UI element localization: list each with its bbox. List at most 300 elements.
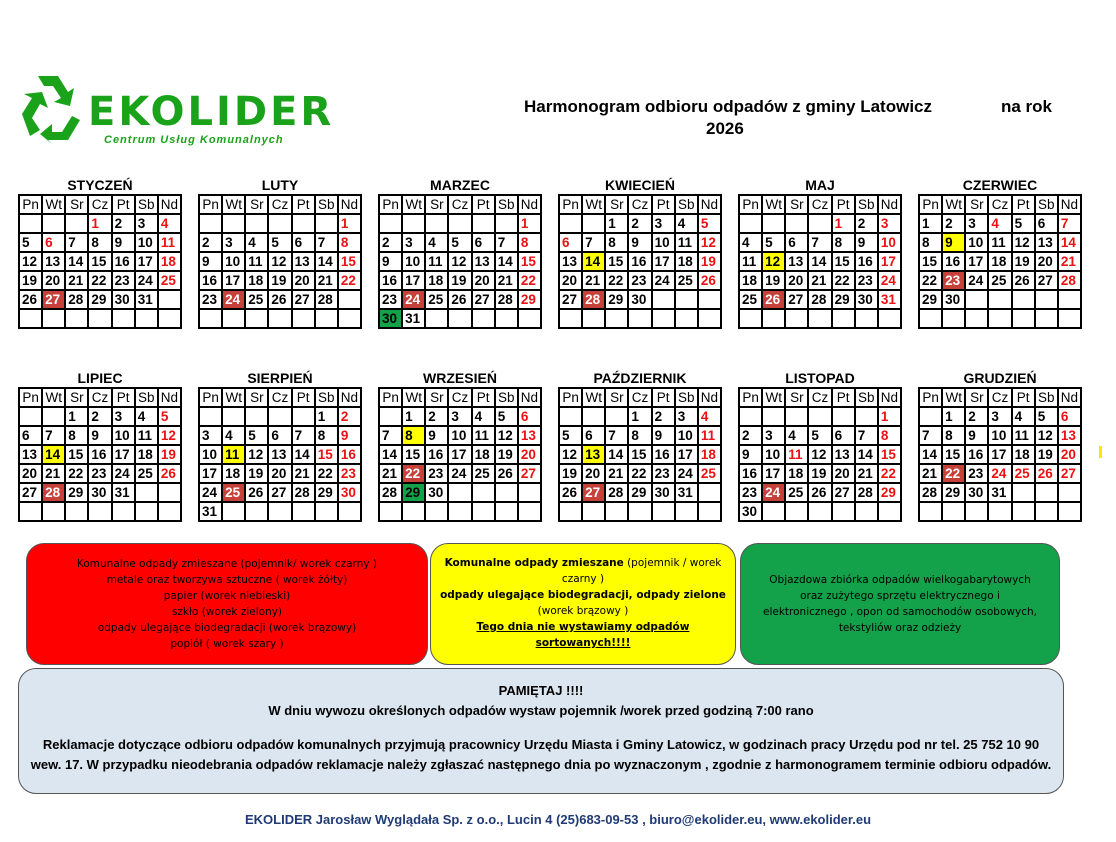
week-row <box>919 214 1081 233</box>
recycle-icon <box>18 74 84 144</box>
weekday-header: Pn <box>739 195 762 214</box>
week-row <box>379 271 541 290</box>
empty-cell <box>1058 290 1081 309</box>
logo-subtitle: Centrum Usług Komunalnych <box>104 134 284 146</box>
empty-cell <box>1012 309 1035 328</box>
day-cell: 18 <box>245 271 268 290</box>
day-cell: 19 <box>245 464 268 483</box>
weekday-header: Pn <box>919 195 942 214</box>
day-cell: 16 <box>425 445 448 464</box>
week-row <box>919 502 1081 521</box>
empty-cell <box>582 407 605 426</box>
day-cell: 8 <box>315 426 338 445</box>
month-10 <box>558 369 722 522</box>
day-cell: 2 <box>379 233 402 252</box>
day-cell: 10 <box>988 426 1011 445</box>
day-cell: 29 <box>832 290 855 309</box>
week-row <box>379 233 541 252</box>
day-cell: 25 <box>222 483 245 502</box>
empty-cell <box>942 502 965 521</box>
day-cell: 11 <box>1012 426 1035 445</box>
day-cell: 10 <box>675 426 698 445</box>
day-cell: 3 <box>402 233 425 252</box>
day-cell: 27 <box>1058 464 1081 483</box>
empty-cell <box>425 502 448 521</box>
day-cell: 18 <box>222 464 245 483</box>
empty-cell <box>315 214 338 233</box>
day-cell: 16 <box>112 252 135 271</box>
weekday-header: Cz <box>628 388 651 407</box>
day-cell: 14 <box>42 445 65 464</box>
weekday-header: Nd <box>1058 195 1081 214</box>
empty-cell <box>245 407 268 426</box>
day-cell: 4 <box>675 214 698 233</box>
day-cell: 23 <box>855 271 878 290</box>
day-cell: 2 <box>739 426 762 445</box>
day-cell: 20 <box>268 464 291 483</box>
day-cell: 19 <box>448 271 471 290</box>
day-cell: 25 <box>472 464 495 483</box>
day-cell: 9 <box>338 426 361 445</box>
empty-cell <box>919 309 942 328</box>
day-cell: 6 <box>1035 214 1058 233</box>
day-cell: 11 <box>222 445 245 464</box>
empty-cell <box>652 502 675 521</box>
empty-cell <box>698 502 721 521</box>
empty-cell <box>878 309 901 328</box>
week-row <box>559 271 721 290</box>
day-cell: 11 <box>158 233 181 252</box>
day-cell: 25 <box>675 271 698 290</box>
day-cell: 27 <box>472 290 495 309</box>
empty-cell <box>855 502 878 521</box>
day-cell: 22 <box>315 464 338 483</box>
day-cell: 25 <box>988 271 1011 290</box>
empty-cell <box>199 214 222 233</box>
logo-wordmark: EKOLIDER <box>88 89 335 135</box>
empty-cell <box>762 407 785 426</box>
day-cell: 23 <box>112 271 135 290</box>
empty-cell <box>448 502 471 521</box>
day-cell: 15 <box>518 252 541 271</box>
day-cell: 4 <box>785 426 808 445</box>
weekday-header: Wt <box>942 195 965 214</box>
day-cell: 9 <box>199 252 222 271</box>
day-cell: 1 <box>402 407 425 426</box>
weekday-header: Cz <box>448 195 471 214</box>
day-cell: 19 <box>268 271 291 290</box>
day-cell: 23 <box>338 464 361 483</box>
weekday-header: Pt <box>1012 388 1035 407</box>
notice-box <box>18 668 1064 794</box>
month-table <box>378 387 542 522</box>
weekday-header: Pt <box>292 195 315 214</box>
empty-cell <box>88 502 111 521</box>
day-cell: 7 <box>855 426 878 445</box>
week-row <box>739 252 901 271</box>
week-row <box>19 426 181 445</box>
weekday-header: Pn <box>559 388 582 407</box>
legend-yellow-l4: (worek brązowy ) <box>537 605 629 617</box>
day-cell: 9 <box>425 426 448 445</box>
day-cell: 24 <box>222 290 245 309</box>
month-table <box>918 387 1082 522</box>
week-row <box>199 502 361 521</box>
day-cell: 20 <box>518 445 541 464</box>
weekday-header: Cz <box>268 388 291 407</box>
day-cell: 20 <box>472 271 495 290</box>
empty-cell <box>42 502 65 521</box>
day-cell: 1 <box>628 407 651 426</box>
day-cell: 22 <box>878 464 901 483</box>
day-cell: 19 <box>495 445 518 464</box>
day-cell: 25 <box>739 290 762 309</box>
week-row <box>379 464 541 483</box>
day-cell: 11 <box>245 252 268 271</box>
day-cell: 22 <box>605 271 628 290</box>
day-cell: 12 <box>19 252 42 271</box>
week-row <box>199 309 361 328</box>
day-cell: 14 <box>808 252 831 271</box>
week-row <box>559 407 721 426</box>
day-cell: 12 <box>1035 426 1058 445</box>
empty-cell <box>88 309 111 328</box>
day-cell: 25 <box>425 290 448 309</box>
empty-cell <box>65 214 88 233</box>
day-cell: 7 <box>495 233 518 252</box>
day-cell: 15 <box>942 445 965 464</box>
weekday-header: Pt <box>652 388 675 407</box>
empty-cell <box>42 214 65 233</box>
day-cell: 24 <box>652 271 675 290</box>
day-cell: 10 <box>135 233 158 252</box>
empty-cell <box>698 309 721 328</box>
day-cell: 16 <box>628 252 651 271</box>
day-cell: 16 <box>855 252 878 271</box>
weekday-header: Wt <box>762 195 785 214</box>
day-cell: 22 <box>919 271 942 290</box>
day-cell: 9 <box>379 252 402 271</box>
empty-cell <box>832 309 855 328</box>
footer-contact: EKOLIDER Jarosław Wyglądała Sp. z o.o., Lucin 4 (25)683-09-53 , biuro@ekolider.eu, www.ekolider.eu <box>244 812 872 827</box>
day-cell: 1 <box>315 407 338 426</box>
weekday-header: Nd <box>698 388 721 407</box>
empty-cell <box>135 502 158 521</box>
day-cell: 15 <box>919 252 942 271</box>
week-row <box>739 407 901 426</box>
weekday-header: Nd <box>338 388 361 407</box>
day-cell: 16 <box>652 445 675 464</box>
day-cell: 13 <box>559 252 582 271</box>
empty-cell <box>292 407 315 426</box>
day-cell: 30 <box>88 483 111 502</box>
day-cell: 29 <box>942 483 965 502</box>
day-cell: 14 <box>292 445 315 464</box>
day-cell: 2 <box>425 407 448 426</box>
day-cell: 26 <box>245 483 268 502</box>
day-cell: 4 <box>222 426 245 445</box>
weekday-header: Pt <box>112 195 135 214</box>
day-cell: 31 <box>402 309 425 328</box>
day-cell: 25 <box>135 464 158 483</box>
day-cell: 28 <box>919 483 942 502</box>
day-cell: 3 <box>199 426 222 445</box>
week-row <box>919 464 1081 483</box>
legend-yellow-l5: Tego dnia nie wystawiamy odpadów <box>476 621 690 633</box>
day-cell: 3 <box>762 426 785 445</box>
empty-cell <box>518 309 541 328</box>
day-cell: 25 <box>785 483 808 502</box>
day-cell: 18 <box>158 252 181 271</box>
empty-cell <box>628 309 651 328</box>
day-cell: 10 <box>965 233 988 252</box>
day-cell: 24 <box>762 483 785 502</box>
empty-cell <box>158 502 181 521</box>
day-cell: 23 <box>379 290 402 309</box>
empty-cell <box>739 309 762 328</box>
weekday-header: Cz <box>88 388 111 407</box>
day-cell: 5 <box>1012 214 1035 233</box>
day-cell: 15 <box>402 445 425 464</box>
week-row <box>919 290 1081 309</box>
day-cell: 21 <box>42 464 65 483</box>
day-cell: 29 <box>628 483 651 502</box>
empty-cell <box>628 502 651 521</box>
day-cell: 19 <box>158 445 181 464</box>
day-cell: 12 <box>808 445 831 464</box>
day-cell: 6 <box>832 426 855 445</box>
day-cell: 23 <box>965 464 988 483</box>
day-cell: 3 <box>988 407 1011 426</box>
day-cell: 26 <box>495 464 518 483</box>
empty-cell <box>19 214 42 233</box>
day-cell: 11 <box>675 233 698 252</box>
week-row <box>199 252 361 271</box>
weekday-header: Nd <box>878 195 901 214</box>
day-cell: 11 <box>425 252 448 271</box>
day-cell: 10 <box>448 426 471 445</box>
month-table <box>918 194 1082 329</box>
weekday-header: Sb <box>315 195 338 214</box>
legend-yellow-l6: sortowanych!!!! <box>535 637 631 649</box>
day-cell: 3 <box>965 214 988 233</box>
day-cell: 3 <box>112 407 135 426</box>
weekday-header: Pn <box>559 195 582 214</box>
day-cell: 6 <box>292 233 315 252</box>
day-cell: 13 <box>472 252 495 271</box>
day-cell: 27 <box>785 290 808 309</box>
day-cell: 12 <box>495 426 518 445</box>
weekday-header: Sb <box>675 388 698 407</box>
legend-red-box <box>26 543 428 665</box>
day-cell: 3 <box>222 233 245 252</box>
weekday-header: Cz <box>268 195 291 214</box>
month-table <box>738 387 902 522</box>
day-cell: 18 <box>988 252 1011 271</box>
legend-yellow-l3: odpady ulegające biodegradacji, odpady zielone <box>440 589 726 601</box>
day-cell: 5 <box>268 233 291 252</box>
day-cell: 12 <box>158 426 181 445</box>
day-cell: 18 <box>425 271 448 290</box>
notice-line-2: Reklamacje dotyczące odbioru odpadów komunalnych przyjmują pracownicy Urzędu Miasta i Gminy Latowicz, w godzinach pracy Urzędu pod nr tel. 25 752 10 90 <box>42 737 1040 752</box>
day-cell: 12 <box>559 445 582 464</box>
weekday-header: Wt <box>942 388 965 407</box>
day-cell: 23 <box>942 271 965 290</box>
day-cell: 21 <box>582 271 605 290</box>
day-cell: 16 <box>88 445 111 464</box>
month-12 <box>918 369 1082 522</box>
day-cell: 7 <box>919 426 942 445</box>
month-name: GRUDZIEŃ <box>963 370 1037 386</box>
day-cell: 22 <box>338 271 361 290</box>
day-cell: 29 <box>919 290 942 309</box>
day-cell: 12 <box>762 252 785 271</box>
notice-title: PAMIĘTAJ !!!! <box>498 683 584 698</box>
weekday-header: Cz <box>988 195 1011 214</box>
day-cell: 14 <box>605 445 628 464</box>
weekday-header: Cz <box>808 388 831 407</box>
empty-cell <box>652 290 675 309</box>
empty-cell <box>808 214 831 233</box>
empty-cell <box>559 502 582 521</box>
weekday-header: Pn <box>199 195 222 214</box>
day-cell: 4 <box>698 407 721 426</box>
day-cell: 13 <box>518 426 541 445</box>
day-cell: 20 <box>19 464 42 483</box>
day-cell: 20 <box>292 271 315 290</box>
empty-cell <box>1012 483 1035 502</box>
day-cell: 26 <box>448 290 471 309</box>
legend-red-line: odpady ulegające biodegradacji (worek brązowy) <box>97 622 357 634</box>
day-cell: 16 <box>965 445 988 464</box>
day-cell: 11 <box>472 426 495 445</box>
month-6 <box>918 176 1082 329</box>
month-name: LISTOPAD <box>785 370 855 386</box>
month-name: SIERPIEŃ <box>247 370 313 386</box>
day-cell: 21 <box>315 271 338 290</box>
week-row <box>379 252 541 271</box>
day-cell: 14 <box>919 445 942 464</box>
day-cell: 24 <box>878 271 901 290</box>
day-cell: 18 <box>135 445 158 464</box>
day-cell: 19 <box>762 271 785 290</box>
day-cell: 3 <box>675 407 698 426</box>
week-row <box>19 407 181 426</box>
day-cell: 22 <box>88 271 111 290</box>
week-row <box>739 426 901 445</box>
weekday-header: Nd <box>698 195 721 214</box>
day-cell: 24 <box>112 464 135 483</box>
empty-cell <box>965 290 988 309</box>
empty-cell <box>495 483 518 502</box>
day-cell: 9 <box>942 233 965 252</box>
day-cell: 23 <box>739 483 762 502</box>
day-cell: 15 <box>315 445 338 464</box>
day-cell: 6 <box>518 407 541 426</box>
weekday-header: Wt <box>42 195 65 214</box>
empty-cell <box>19 502 42 521</box>
month-name: MAJ <box>805 177 835 193</box>
weekday-header: Sb <box>135 195 158 214</box>
weekday-header: Nd <box>518 388 541 407</box>
legend-red-line: Komunalne odpady zmieszane (pojemnik/ worek czarny ) <box>77 558 377 570</box>
weekday-header: Cz <box>88 195 111 214</box>
week-row <box>559 483 721 502</box>
weekday-header: Wt <box>42 388 65 407</box>
empty-cell <box>855 407 878 426</box>
empty-cell <box>605 407 628 426</box>
title-na-rok: na rok <box>1001 97 1053 116</box>
empty-cell <box>268 309 291 328</box>
day-cell: 16 <box>379 271 402 290</box>
month-table <box>378 194 542 329</box>
day-cell: 1 <box>518 214 541 233</box>
day-cell: 4 <box>245 233 268 252</box>
day-cell: 10 <box>199 445 222 464</box>
empty-cell <box>739 214 762 233</box>
empty-cell <box>199 407 222 426</box>
day-cell: 21 <box>292 464 315 483</box>
day-cell: 26 <box>158 464 181 483</box>
day-cell: 30 <box>379 309 402 328</box>
day-cell: 20 <box>42 271 65 290</box>
day-cell: 22 <box>832 271 855 290</box>
week-row <box>19 464 181 483</box>
day-cell: 5 <box>559 426 582 445</box>
day-cell: 28 <box>65 290 88 309</box>
week-row <box>739 290 901 309</box>
week-row <box>379 502 541 521</box>
week-row <box>379 309 541 328</box>
week-row <box>739 214 901 233</box>
day-cell: 21 <box>808 271 831 290</box>
day-cell: 2 <box>338 407 361 426</box>
weekday-header: Nd <box>158 195 181 214</box>
day-cell: 10 <box>878 233 901 252</box>
day-cell: 31 <box>675 483 698 502</box>
empty-cell <box>245 309 268 328</box>
day-cell: 29 <box>315 483 338 502</box>
day-cell: 27 <box>582 483 605 502</box>
day-cell: 15 <box>878 445 901 464</box>
day-cell: 9 <box>855 233 878 252</box>
day-cell: 2 <box>199 233 222 252</box>
empty-cell <box>808 502 831 521</box>
day-cell: 22 <box>942 464 965 483</box>
weekday-header: Pn <box>19 388 42 407</box>
weekday-header: Sb <box>315 388 338 407</box>
day-cell: 27 <box>292 290 315 309</box>
day-cell: 17 <box>112 445 135 464</box>
day-cell: 9 <box>628 233 651 252</box>
legend-yellow-l1a: Komunalne odpady zmieszane <box>444 557 624 569</box>
weekday-header: Sr <box>245 195 268 214</box>
day-cell: 12 <box>268 252 291 271</box>
day-cell: 10 <box>402 252 425 271</box>
day-cell: 5 <box>762 233 785 252</box>
legend-red-line: metale oraz tworzywa sztuczne ( worek żółty) <box>106 574 348 586</box>
empty-cell <box>518 483 541 502</box>
day-cell: 6 <box>785 233 808 252</box>
day-cell: 20 <box>832 464 855 483</box>
day-cell: 13 <box>785 252 808 271</box>
week-row <box>739 233 901 252</box>
empty-cell <box>222 502 245 521</box>
empty-cell <box>518 502 541 521</box>
day-cell: 29 <box>402 483 425 502</box>
day-cell: 26 <box>1012 271 1035 290</box>
day-cell: 17 <box>988 445 1011 464</box>
